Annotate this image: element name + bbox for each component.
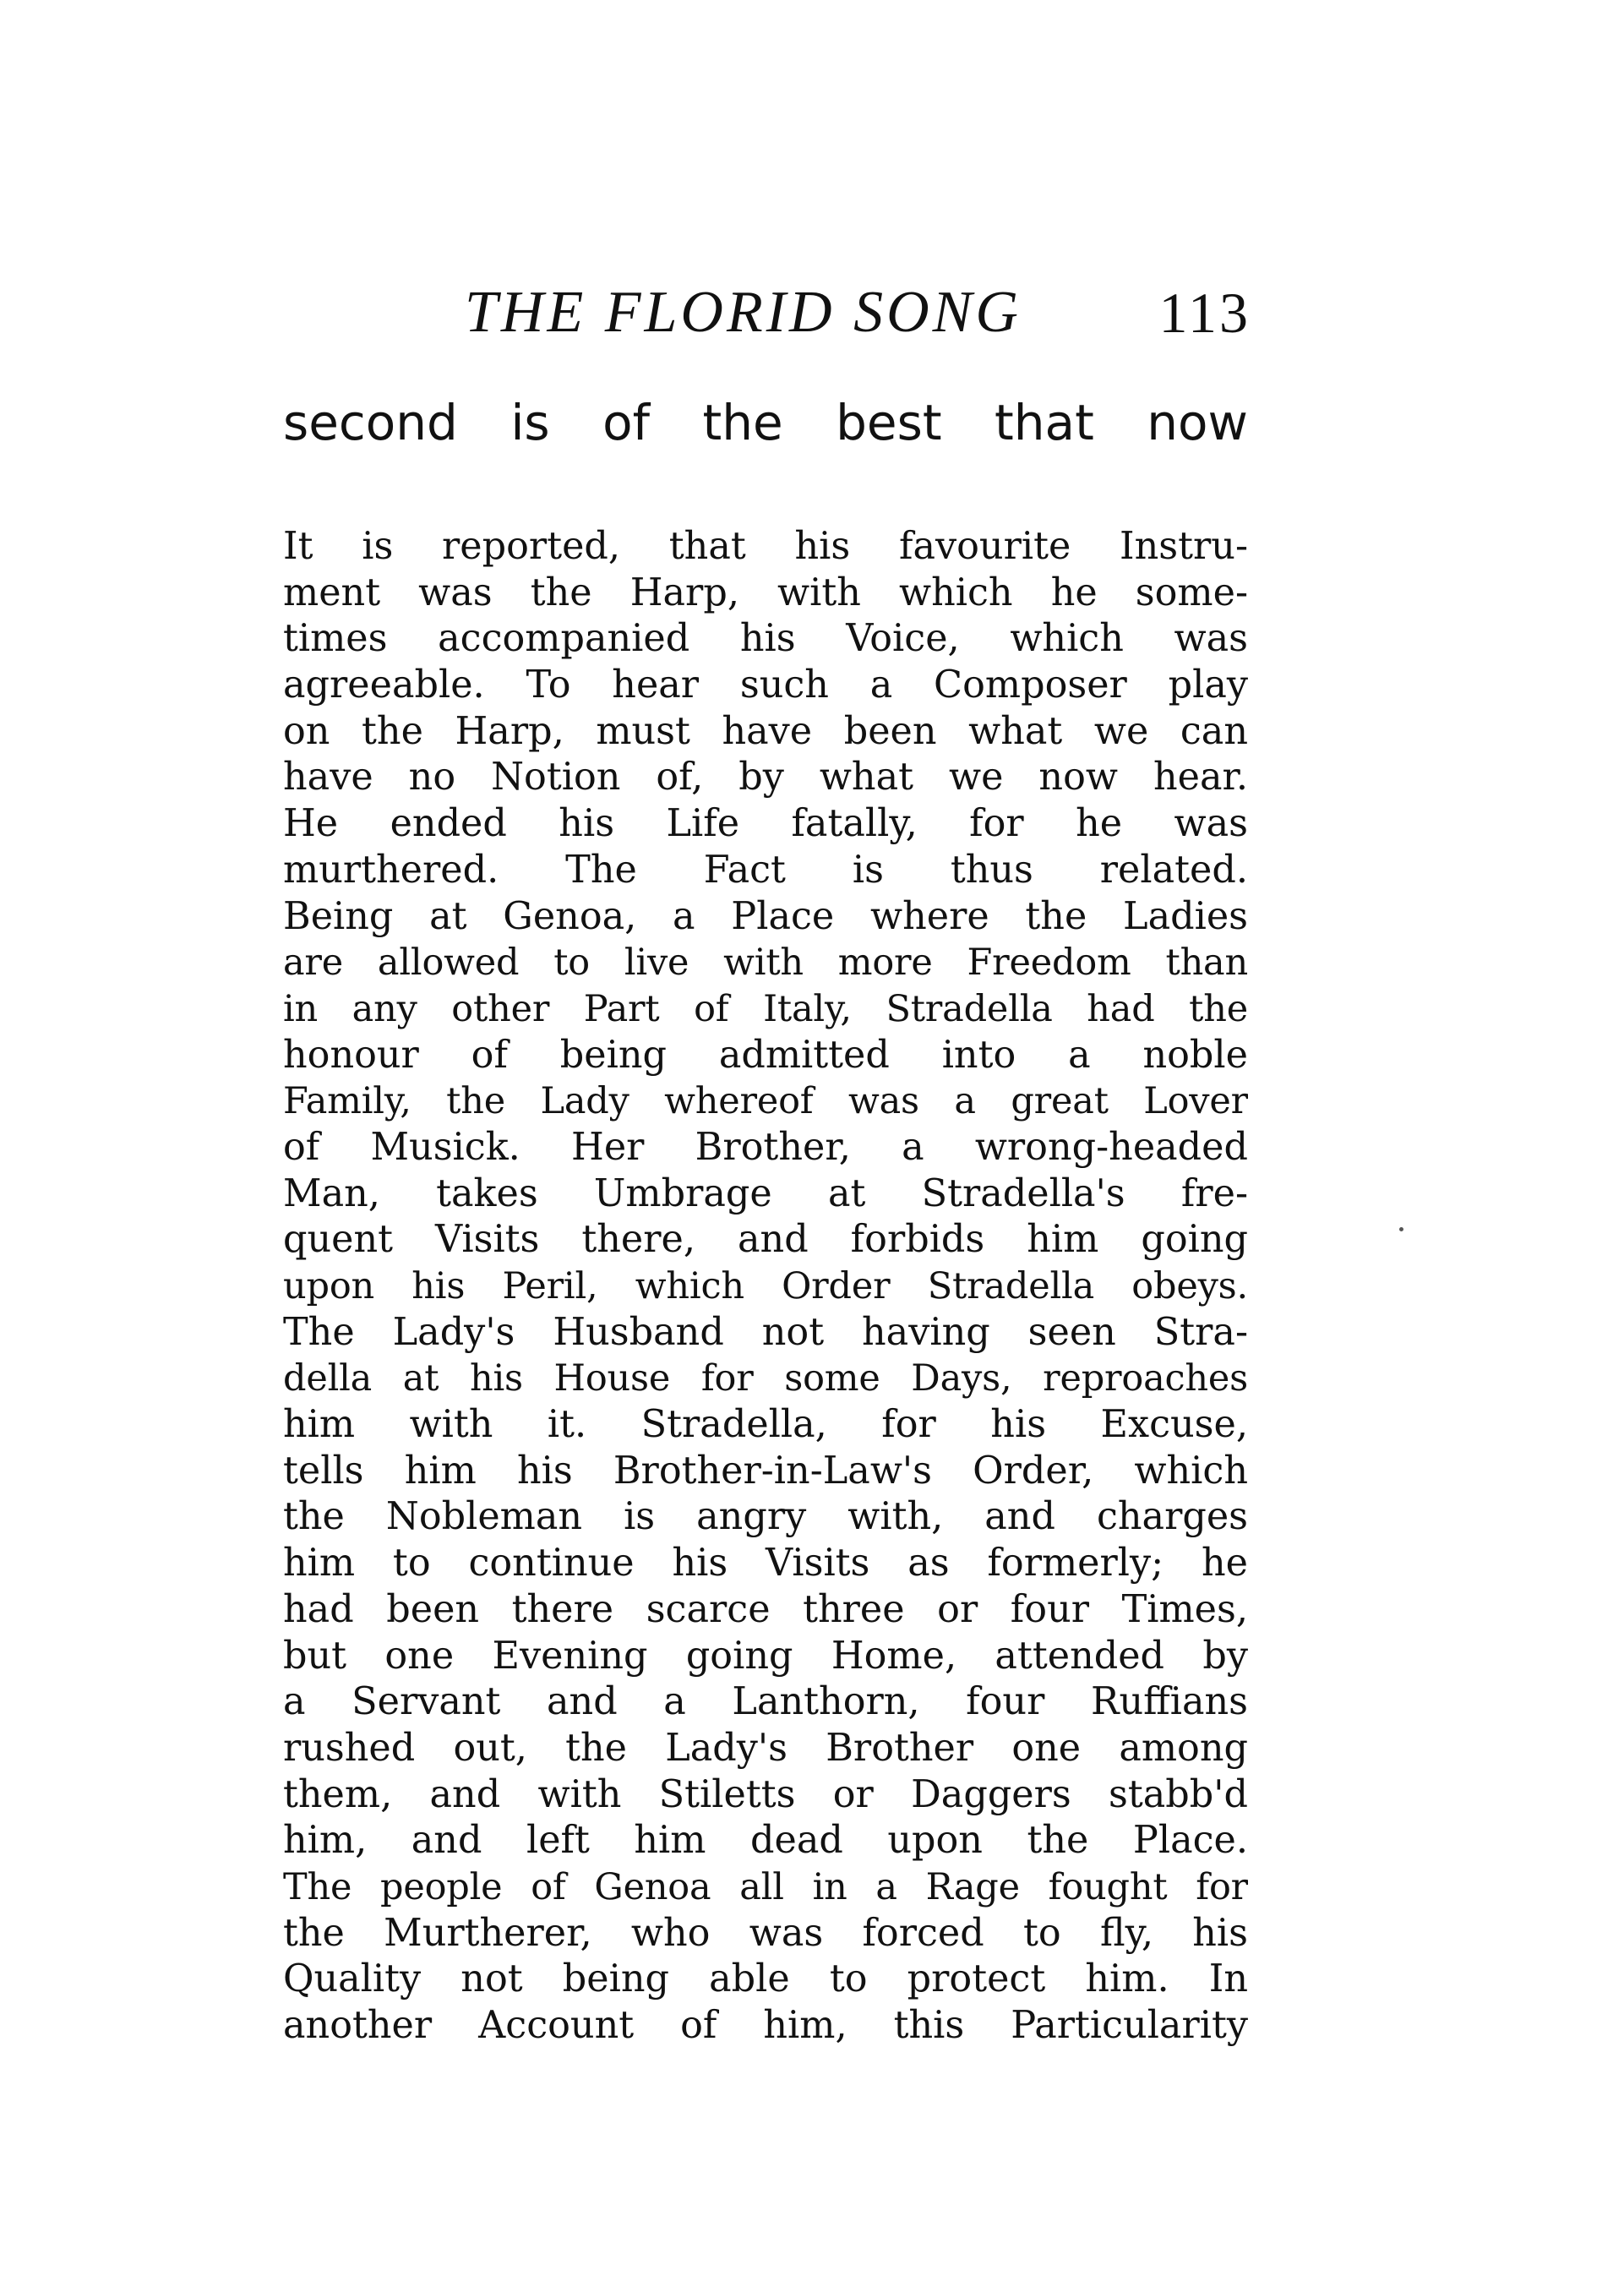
catchline: [283, 385, 1248, 461]
text-line: the Nobleman is angry with, and charges: [283, 1495, 1248, 1539]
text-line: della at his House for some Days, reproaches: [283, 1357, 1248, 1400]
text-line: He ended his Life fatally, for he was: [283, 802, 1248, 846]
scan-speck: [1399, 1227, 1403, 1231]
page-number: 113: [1158, 281, 1251, 345]
catchline-word: of: [602, 394, 651, 451]
text-line: rushed out, the Lady's Brother one among: [283, 1726, 1248, 1770]
catchline-word: second: [283, 394, 458, 451]
text-line: times accompanied his Voice, which was: [283, 617, 1248, 661]
text-line: upon his Peril, which Order Stradella obeys.: [283, 1265, 1248, 1307]
catchline-word: now: [1147, 394, 1248, 451]
text-line: him with it. Stradella, for his Excuse,: [283, 1403, 1248, 1447]
text-line: quent Visits there, and forbids him going: [283, 1218, 1248, 1262]
catchline-word: that: [995, 394, 1094, 451]
text-line: him, and left him dead upon the Place.: [283, 1819, 1248, 1863]
text-line: him to continue his Visits as formerly; he: [283, 1542, 1248, 1586]
text-line: another Account of him, this Particularity: [283, 2004, 1248, 2047]
text-line: The Lady's Husband not having seen Stra-: [283, 1310, 1248, 1354]
text-line: Man, takes Umbrage at Stradella's fre-: [283, 1171, 1248, 1215]
running-title: THE FLORID SONG: [465, 280, 1022, 345]
body-paragraph: [283, 524, 1248, 2050]
text-line: are allowed to live with more Freedom than: [283, 942, 1248, 985]
text-line: on the Harp, must have been what we can: [283, 709, 1248, 753]
text-line: honour of being admitted into a noble: [283, 1033, 1248, 1077]
text-line: have no Notion of, by what we now hear.: [283, 756, 1248, 800]
text-line: The people of Genoa all in a Rage fought for: [283, 1865, 1248, 1908]
text-line: tells him his Brother-in-Law's Order, which: [283, 1449, 1248, 1493]
page-header: [465, 270, 1251, 355]
catchline-word: best: [836, 394, 942, 451]
text-line: ment was the Harp, with which he some-: [283, 570, 1248, 614]
text-line: Quality not being able to protect him. In: [283, 1957, 1248, 2001]
text-line: the Murtherer, who was forced to fly, his: [283, 1911, 1248, 1955]
text-line: in any other Part of Italy, Stradella had the: [283, 987, 1248, 1030]
text-line: of Musick. Her Brother, a wrong-headed: [283, 1125, 1248, 1169]
text-line: them, and with Stiletts or Daggers stabb'd: [283, 1772, 1248, 1816]
text-line: Being at Genoa, a Place where the Ladies: [283, 894, 1248, 938]
catchline-word: is: [510, 394, 550, 451]
catchline-word: the: [702, 394, 783, 451]
text-line: murthered. The Fact is thus related.: [283, 848, 1248, 892]
text-line: Family, the Lady whereof was a great Lover: [283, 1080, 1248, 1123]
text-line: a Servant and a Lanthorn, four Ruffians: [283, 1680, 1248, 1724]
text-line: but one Evening going Home, attended by: [283, 1634, 1248, 1678]
text-line: It is reported, that his favourite Instru-: [283, 525, 1248, 568]
text-line: agreeable. To hear such a Composer play: [283, 663, 1248, 707]
text-line: had been there scarce three or four Times,: [283, 1587, 1248, 1631]
